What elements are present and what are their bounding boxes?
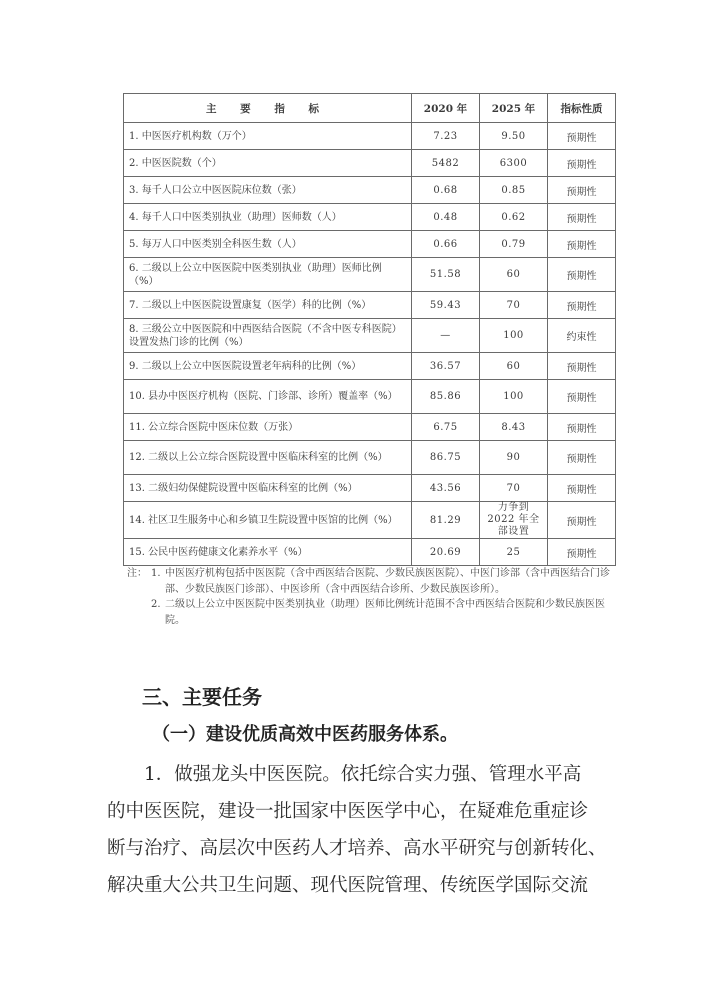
value-2020: 43.56	[412, 475, 480, 502]
indicator-property: 预期性	[548, 150, 616, 177]
indicator-property: 预期性	[548, 441, 616, 475]
note-item	[127, 566, 617, 597]
table-notes	[127, 566, 617, 628]
header-property: 指标性质	[548, 94, 616, 123]
value-2020: 5482	[412, 150, 480, 177]
value-2025: 0.85	[480, 177, 548, 204]
table-row	[124, 441, 616, 475]
note-text: 中医医疗机构包括中医医院（含中西医结合医院、少数民族医医院）、中医门诊部（含中西医结合门诊部、少数民族医门诊部）、中医诊所（含中西医结合诊所、少数民族医诊所）。	[165, 568, 610, 595]
value-2020: —	[412, 319, 480, 353]
indicator-name: 10. 县办中医医疗机构（医院、门诊部、诊所）覆盖率（%）	[124, 380, 412, 414]
value-2020: 36.57	[412, 353, 480, 380]
value-2020: 0.48	[412, 204, 480, 231]
value-2020: 6.75	[412, 414, 480, 441]
note-number: 2.	[151, 599, 161, 610]
table-row	[124, 319, 616, 353]
value-2025: 90	[480, 441, 548, 475]
indicator-property: 预期性	[548, 539, 616, 566]
value-2025: 60	[480, 353, 548, 380]
indicator-name: 4. 每千人口中医类别执业（助理）医师数（人）	[124, 204, 412, 231]
body-paragraph	[107, 756, 607, 904]
indicator-name: 1. 中医医疗机构数（万个）	[124, 123, 412, 150]
header-2025: 2025 年	[480, 94, 548, 123]
indicator-name: 3. 每千人口公立中医医院床位数（张）	[124, 177, 412, 204]
value-2020: 51.58	[412, 258, 480, 292]
indicator-property: 预期性	[548, 123, 616, 150]
indicator-property: 预期性	[548, 204, 616, 231]
paragraph-line: 断与治疗、高层次中医药人才培养、高水平研究与创新转化、	[107, 838, 607, 859]
value-2020: 86.75	[412, 441, 480, 475]
table-row	[124, 380, 616, 414]
value-2020: 81.29	[412, 502, 480, 539]
value-2020: 7.23	[412, 123, 480, 150]
value-2025: 9.50	[480, 123, 548, 150]
indicator-table-container	[123, 93, 615, 566]
paragraph-line: 1．做强龙头中医医院。依托综合实力强、管理水平高	[107, 764, 582, 785]
note-indent	[127, 597, 151, 628]
table-row	[124, 414, 616, 441]
indicator-property: 预期性	[548, 292, 616, 319]
note-text: 二级以上公立中医医院中医类别执业（助理）医师比例统计范围不含中西医结合医院和少数民族医医院。	[165, 599, 605, 626]
indicator-table	[123, 93, 616, 566]
header-indicator: 主 要 指 标	[124, 94, 412, 123]
table-row	[124, 353, 616, 380]
indicator-name: 7. 二级以上中医医院设置康复（医学）科的比例（%）	[124, 292, 412, 319]
indicator-name: 6. 二级以上公立中医医院中医类别执业（助理）医师比例（%）	[124, 258, 412, 292]
table-row	[124, 123, 616, 150]
indicator-property: 预期性	[548, 475, 616, 502]
indicator-name: 13. 二级妇幼保健院设置中医临床科室的比例（%）	[124, 475, 412, 502]
paragraph-line: 的中医医院，建设一批国家中医医学中心，在疑难危重症诊	[107, 801, 589, 822]
section-title: 三、主要任务	[142, 685, 262, 709]
indicator-property: 预期性	[548, 231, 616, 258]
indicator-property: 预期性	[548, 380, 616, 414]
note-item	[127, 597, 617, 628]
value-2025: 70	[480, 292, 548, 319]
indicator-property: 预期性	[548, 353, 616, 380]
value-2025: 0.62	[480, 204, 548, 231]
table-row	[124, 150, 616, 177]
indicator-name: 8. 三级公立中医医院和中西医结合医院（不含中医专科医院）设置发热门诊的比例（%）	[124, 319, 412, 353]
table-row	[124, 177, 616, 204]
table-row	[124, 231, 616, 258]
indicator-name: 12. 二级以上公立综合医院设置中医临床科室的比例（%）	[124, 441, 412, 475]
value-2025: 6300	[480, 150, 548, 177]
table-header-row	[124, 94, 616, 123]
paragraph-line: 解决重大公共卫生问题、现代医院管理、传统医学国际交流	[107, 875, 589, 896]
indicator-name: 5. 每万人口中医类别全科医生数（人）	[124, 231, 412, 258]
value-2025: 100	[480, 380, 548, 414]
indicator-name: 11. 公立综合医院中医床位数（万张）	[124, 414, 412, 441]
note-number: 1.	[151, 568, 161, 579]
indicator-name: 2. 中医医院数（个）	[124, 150, 412, 177]
value-2025: 力争到 2022 年全部设置	[480, 502, 548, 539]
indicator-property: 预期性	[548, 177, 616, 204]
header-2020: 2020 年	[412, 94, 480, 123]
indicator-name: 15. 公民中医药健康文化素养水平（%）	[124, 539, 412, 566]
table-row	[124, 204, 616, 231]
indicator-property: 约束性	[548, 319, 616, 353]
value-2020: 20.69	[412, 539, 480, 566]
table-row	[124, 502, 616, 539]
value-2025: 25	[480, 539, 548, 566]
indicator-name: 9. 二级以上公立中医医院设置老年病科的比例（%）	[124, 353, 412, 380]
value-2020: 85.86	[412, 380, 480, 414]
indicator-property: 预期性	[548, 258, 616, 292]
value-2025: 8.43	[480, 414, 548, 441]
value-2020: 59.43	[412, 292, 480, 319]
table-row	[124, 292, 616, 319]
value-2025: 0.79	[480, 231, 548, 258]
table-row	[124, 258, 616, 292]
notes-label: 注：	[127, 568, 147, 579]
value-2020: 0.66	[412, 231, 480, 258]
indicator-property: 预期性	[548, 414, 616, 441]
indicator-name: 14. 社区卫生服务中心和乡镇卫生院设置中医馆的比例（%）	[124, 502, 412, 539]
value-2025: 60	[480, 258, 548, 292]
table-row	[124, 475, 616, 502]
indicator-property: 预期性	[548, 502, 616, 539]
value-2020: 0.68	[412, 177, 480, 204]
section-subtitle: （一）建设优质高效中医药服务体系。	[152, 724, 458, 745]
value-2025: 100	[480, 319, 548, 353]
table-row	[124, 539, 616, 566]
value-2025: 70	[480, 475, 548, 502]
